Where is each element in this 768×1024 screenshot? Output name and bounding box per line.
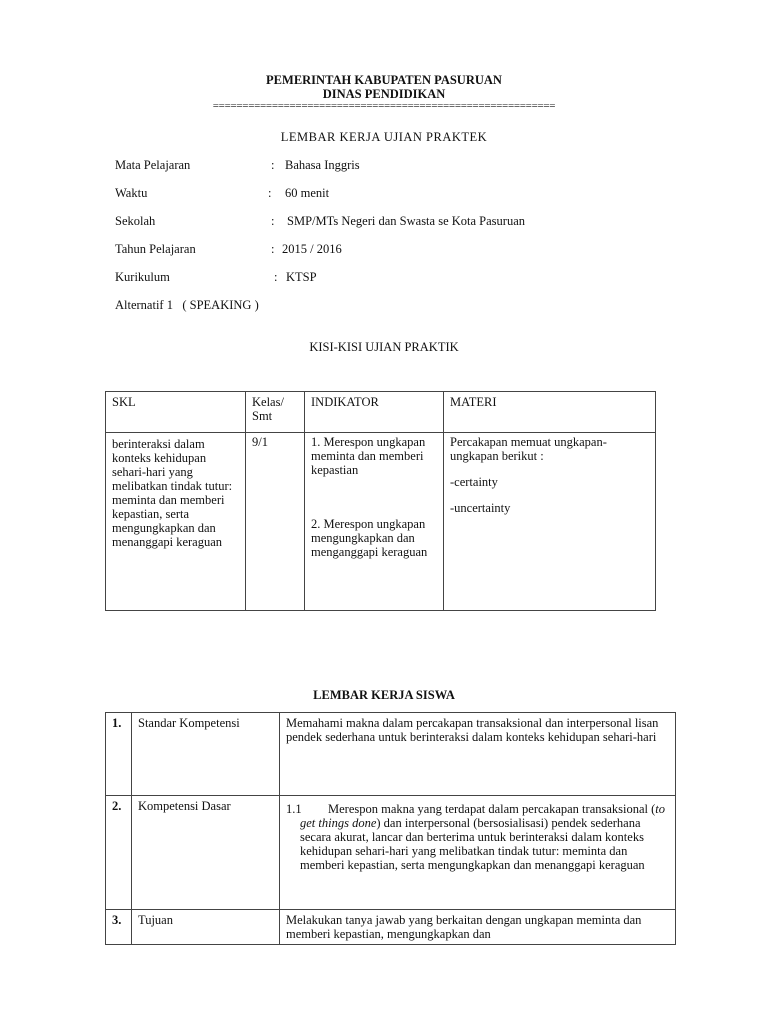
kisi-materi-cell (444, 433, 655, 518)
kisi-header-indikator: INDIKATOR (311, 395, 379, 409)
kisi-materi-intro: Percakapan memuat ungkapan-ungkapan berikut : (450, 435, 607, 463)
kisi-header-row (106, 392, 656, 433)
header-line-1: PEMERINTAH KABUPATEN PASURUAN (266, 73, 502, 87)
info-sep: : (274, 270, 278, 284)
kisi-indikator-2: 2. Merespon ungkapan mengungkapkan dan menganggapi keraguan (311, 517, 428, 559)
lks-kd-text-pre: Merespon makna yang terdapat dalam percakapan transaksional ( (328, 802, 656, 816)
lks-table (105, 712, 676, 945)
alternatif-label: Alternatif 1 ( SPEAKING ) (115, 298, 259, 312)
lks-tujuan-text: Melakukan tanya jawab yang berkaitan dengan ungkapan meminta dan memberi kepastian, mengungkapkan dan (286, 913, 642, 941)
lks-title: LEMBAR KERJA SISWA (313, 688, 455, 702)
header-rule: ========================================================== (212, 100, 556, 112)
info-label-mata-pelajaran: Mata Pelajaran (115, 158, 191, 172)
info-label-tahun-pelajaran: Tahun Pelajaran (115, 242, 196, 256)
lks-row-label: Standar Kompetensi (138, 716, 240, 730)
lks-kd-text-post: ) dan interpersonal (bersosialisasi) pendek sederhana secara akurat, lancar dan berterima untuk berinteraksi dalam konteks kehidupan sehari-hari yang melibatkan tindak tutur: meminta dan memberi kepastian, serta mengungkapkan dan menanggapi keraguan (300, 816, 645, 872)
kisi-materi-item-2: -uncertainty (450, 501, 511, 515)
lks-row-number: 3. (112, 913, 122, 927)
info-sep: : (271, 158, 275, 172)
info-sep: : (268, 186, 272, 200)
kisi-title: KISI-KISI UJIAN PRAKTIK (309, 340, 459, 354)
lks-kd-number: 1.1 (286, 802, 302, 816)
kisi-table (105, 391, 656, 611)
info-value-waktu: 60 menit (285, 186, 330, 200)
lks-row-number: 1. (112, 716, 122, 730)
info-label-waktu: Waktu (115, 186, 148, 200)
kisi-data-row (106, 433, 656, 611)
info-value-mata-pelajaran: Bahasa Inggris (285, 158, 360, 172)
info-label-sekolah: Sekolah (115, 214, 156, 228)
kisi-header-kelas: Kelas/ Smt (252, 395, 284, 423)
info-value-sekolah: SMP/MTs Negeri dan Swasta se Kota Pasuruan (287, 214, 525, 228)
lks-row-kompetensi-dasar (106, 796, 676, 910)
info-value-kurikulum: KTSP (286, 270, 317, 284)
info-value-tahun-pelajaran: 2015 / 2016 (282, 242, 342, 256)
lks-kompetensi-dasar-cell (280, 796, 675, 875)
kisi-materi-item-1: -certainty (450, 475, 498, 489)
info-sep: : (271, 214, 275, 228)
document-title: LEMBAR KERJA UJIAN PRAKTEK (280, 130, 488, 144)
kisi-indikator-1: 1. Merespon ungkapan meminta dan memberi kepastian (311, 435, 426, 477)
lks-row-label: Tujuan (138, 913, 173, 927)
lks-row-number: 2. (112, 799, 122, 813)
kisi-indikator-cell (305, 433, 443, 562)
lks-row-standar-kompetensi (106, 713, 676, 796)
info-sep: : (271, 242, 275, 256)
kisi-skl-text: berinteraksi dalam konteks kehidupan sehari-hari yang melibatkan tindak tutur: meminta dan memberi kepastian, serta mengungkapkan dan menanggapi keraguan (112, 437, 233, 549)
lks-row-label: Kompetensi Dasar (138, 799, 231, 813)
lks-row-tujuan (106, 910, 676, 945)
lks-standar-kompetensi-text: Memahami makna dalam percakapan transaksional dan interpersonal lisan pendek sederhana untuk berinteraksi dalam konteks kehidupan sehari-hari (286, 716, 659, 744)
info-label-kurikulum: Kurikulum (115, 270, 170, 284)
kisi-header-skl: SKL (112, 395, 136, 409)
kisi-header-materi: MATERI (450, 395, 497, 409)
lks-kd-text-italic: to get things done (300, 802, 666, 830)
header-line-2: DINAS PENDIDIKAN (322, 87, 446, 101)
kisi-kelas-text: 9/1 (252, 435, 268, 449)
